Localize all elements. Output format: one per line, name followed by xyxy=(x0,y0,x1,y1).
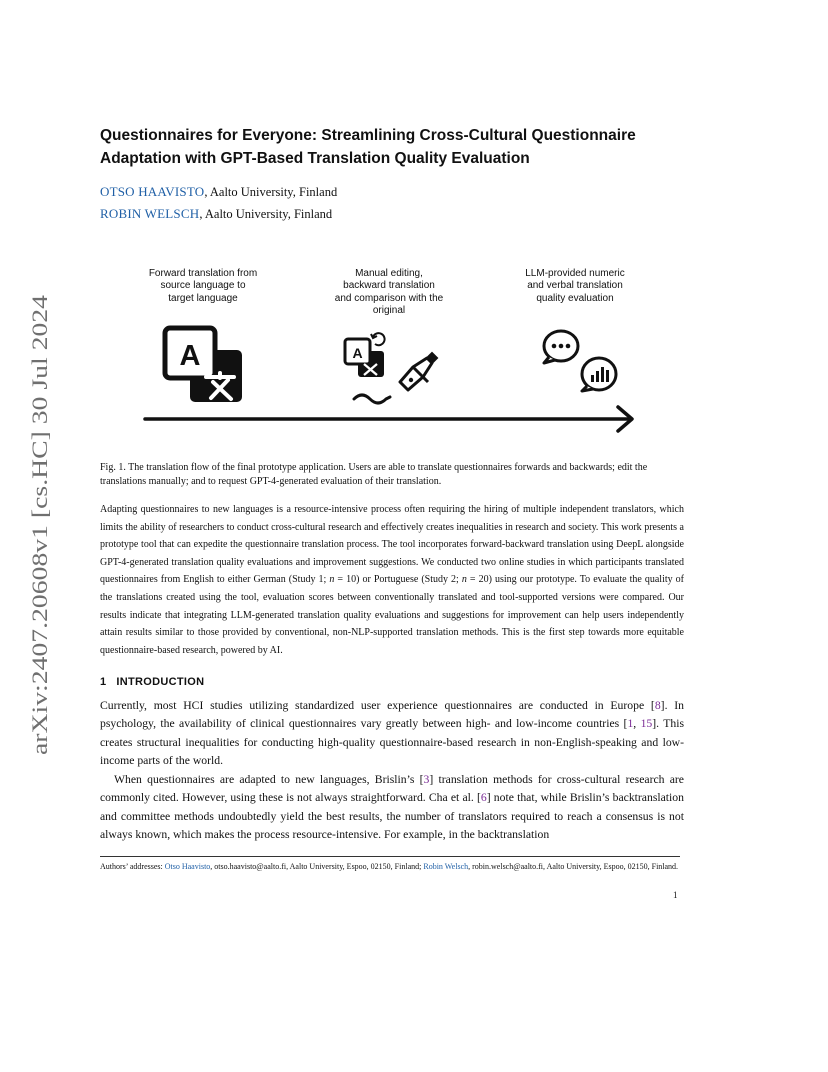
abstract-text: = 10) or Portuguese (Study 2; xyxy=(334,574,462,586)
page-number: 1 xyxy=(673,890,678,900)
figure-step-1-label xyxy=(128,268,278,305)
figure-caption: Fig. 1. The translation flow of the final prototype application. Users are able to translate questionnaires forwards and backwards; edit the translations manually; and to request GPT-4-generated evaluation of their translation. xyxy=(100,462,648,487)
author-2 xyxy=(100,206,332,222)
paper-title xyxy=(100,124,700,170)
flow-arrow xyxy=(145,407,632,431)
citation-link[interactable]: 6 xyxy=(480,791,487,805)
abstract-text: Adapting questionnaires to new languages is a resource-intensive process often requiring the hiring of multiple independent translators, which limits the ability of researchers to conduct cross-cultural research and effectively creates inequalities in research and society. This work presents a prototype tool that can expedite the questionnaire translation process. The tool incorporates forward-backward translation using DeepL alongside GPT-4-generated translation quality evaluations and improvement suggestions. We conducted two online studies in which participants translated questionnaires from English to either German (Study 1; xyxy=(100,504,684,586)
footnote-text: Authors’ addresses: xyxy=(100,862,165,871)
body-text: ] translation methods for cross-cultural research are commonly cited. However, using these is not always straightforward. Cha et al. [ xyxy=(100,773,684,805)
body-text: When questionnaires are adapted to new languages, Brislin’s [ xyxy=(114,773,424,786)
authors-addresses-footnote xyxy=(100,861,684,874)
figure-step-3-label xyxy=(500,268,650,305)
abstract xyxy=(100,501,684,659)
body-text: Currently, most HCI studies utilizing standardized user experience questionnaires are conducted in Europe [ xyxy=(100,699,655,712)
translate-edit-pen-icon xyxy=(345,333,437,403)
footnote-text: , robin.welsch@aalto.fi, Aalto University, Espoo, 02150, Finland. xyxy=(468,862,679,871)
step-2-line: backward translation xyxy=(343,280,435,292)
author-2-name[interactable]: ROBIN WELSCH xyxy=(100,206,200,221)
figure-1 xyxy=(140,320,640,440)
section-heading xyxy=(100,676,204,688)
step-1-line: Forward translation from xyxy=(148,268,258,279)
section-number: 1 xyxy=(100,676,107,688)
intro-paragraph-2 xyxy=(100,771,684,845)
arxiv-stamp xyxy=(24,294,56,756)
citation-link[interactable]: 8 xyxy=(654,699,661,712)
arxiv-id: arXiv:2407.20608v1 [cs.HC] 30 Jul 2024 xyxy=(27,381,52,755)
citation-link[interactable]: 1 xyxy=(627,717,634,731)
citation-link[interactable]: 15 xyxy=(640,717,653,731)
footnote-rule xyxy=(100,856,680,857)
step-2-line: original xyxy=(372,304,406,316)
title-line-2: Adaptation with GPT-Based Translation Quality Evaluation xyxy=(100,150,530,167)
abstract-text: = 20) using our prototype. To evaluate the quality of the translations created using the tool, evaluation scores between conventionally translated and tool-supported versions were compared. Our results indicate that integrating LLM-generated translation quality evaluations and suggestions for improvement can help users independently attain results similar to those provided by conventional, non-NLP-supported translation methods. This is the first step towards more equitable questionnaire-based research, powered by AI. xyxy=(100,574,685,656)
step-3-line: LLM-provided numeric xyxy=(525,268,625,279)
svg-text:A: A xyxy=(352,345,363,361)
citation-link[interactable]: 3 xyxy=(423,773,430,786)
step-1-line: target language xyxy=(168,292,238,304)
step-2-line: Manual editing, xyxy=(355,268,423,279)
figure-step-2-label xyxy=(314,268,464,317)
footnote-text: , otso.haavisto@aalto.fi, Aalto University, Espoo, 02150, Finland; xyxy=(210,862,424,871)
body-text: ] note that, while Brislin’s backtranslation and committee methods undoubtedly yield the best results, the number of translators required to reach a consensus is not always known, which makes the process resource-intensive. For example, in the backtranslation xyxy=(100,791,684,842)
chat-bubbles-chart-icon xyxy=(544,331,616,391)
author-1-name[interactable]: OTSO HAAVISTO xyxy=(100,184,205,199)
footnote-author-link[interactable]: Robin Welsch xyxy=(423,862,469,871)
abstract-var: n xyxy=(329,574,335,586)
title-line-1: Questionnaires for Everyone: Streamlining Cross-Cultural Questionnaire xyxy=(100,127,636,144)
body-text: ]. This creates structural inequalities for conducting high-quality questionnaire-based research in non-English-speaking and low-income parts of the world. xyxy=(100,717,684,768)
step-3-line: quality evaluation xyxy=(536,292,614,304)
footnote-author-link[interactable]: Otso Haavisto xyxy=(164,862,211,871)
intro-paragraph-1 xyxy=(100,697,684,771)
section-title: INTRODUCTION xyxy=(116,676,205,688)
step-1-line: source language to xyxy=(160,280,246,292)
author-1 xyxy=(100,184,337,200)
abstract-var: n xyxy=(461,574,467,586)
svg-text:A: A xyxy=(179,340,201,372)
author-1-affiliation: , Aalto University, Finland xyxy=(204,185,338,199)
body-text: , xyxy=(633,717,641,731)
author-2-affiliation: , Aalto University, Finland xyxy=(199,207,333,221)
step-2-line: and comparison with the xyxy=(334,292,444,304)
step-3-line: and verbal translation xyxy=(527,280,623,292)
translate-icon xyxy=(165,328,242,402)
body-text: ]. In psychology, the availability of clinical questionnaires vary greatly between high- and low-income countries [ xyxy=(100,699,684,731)
